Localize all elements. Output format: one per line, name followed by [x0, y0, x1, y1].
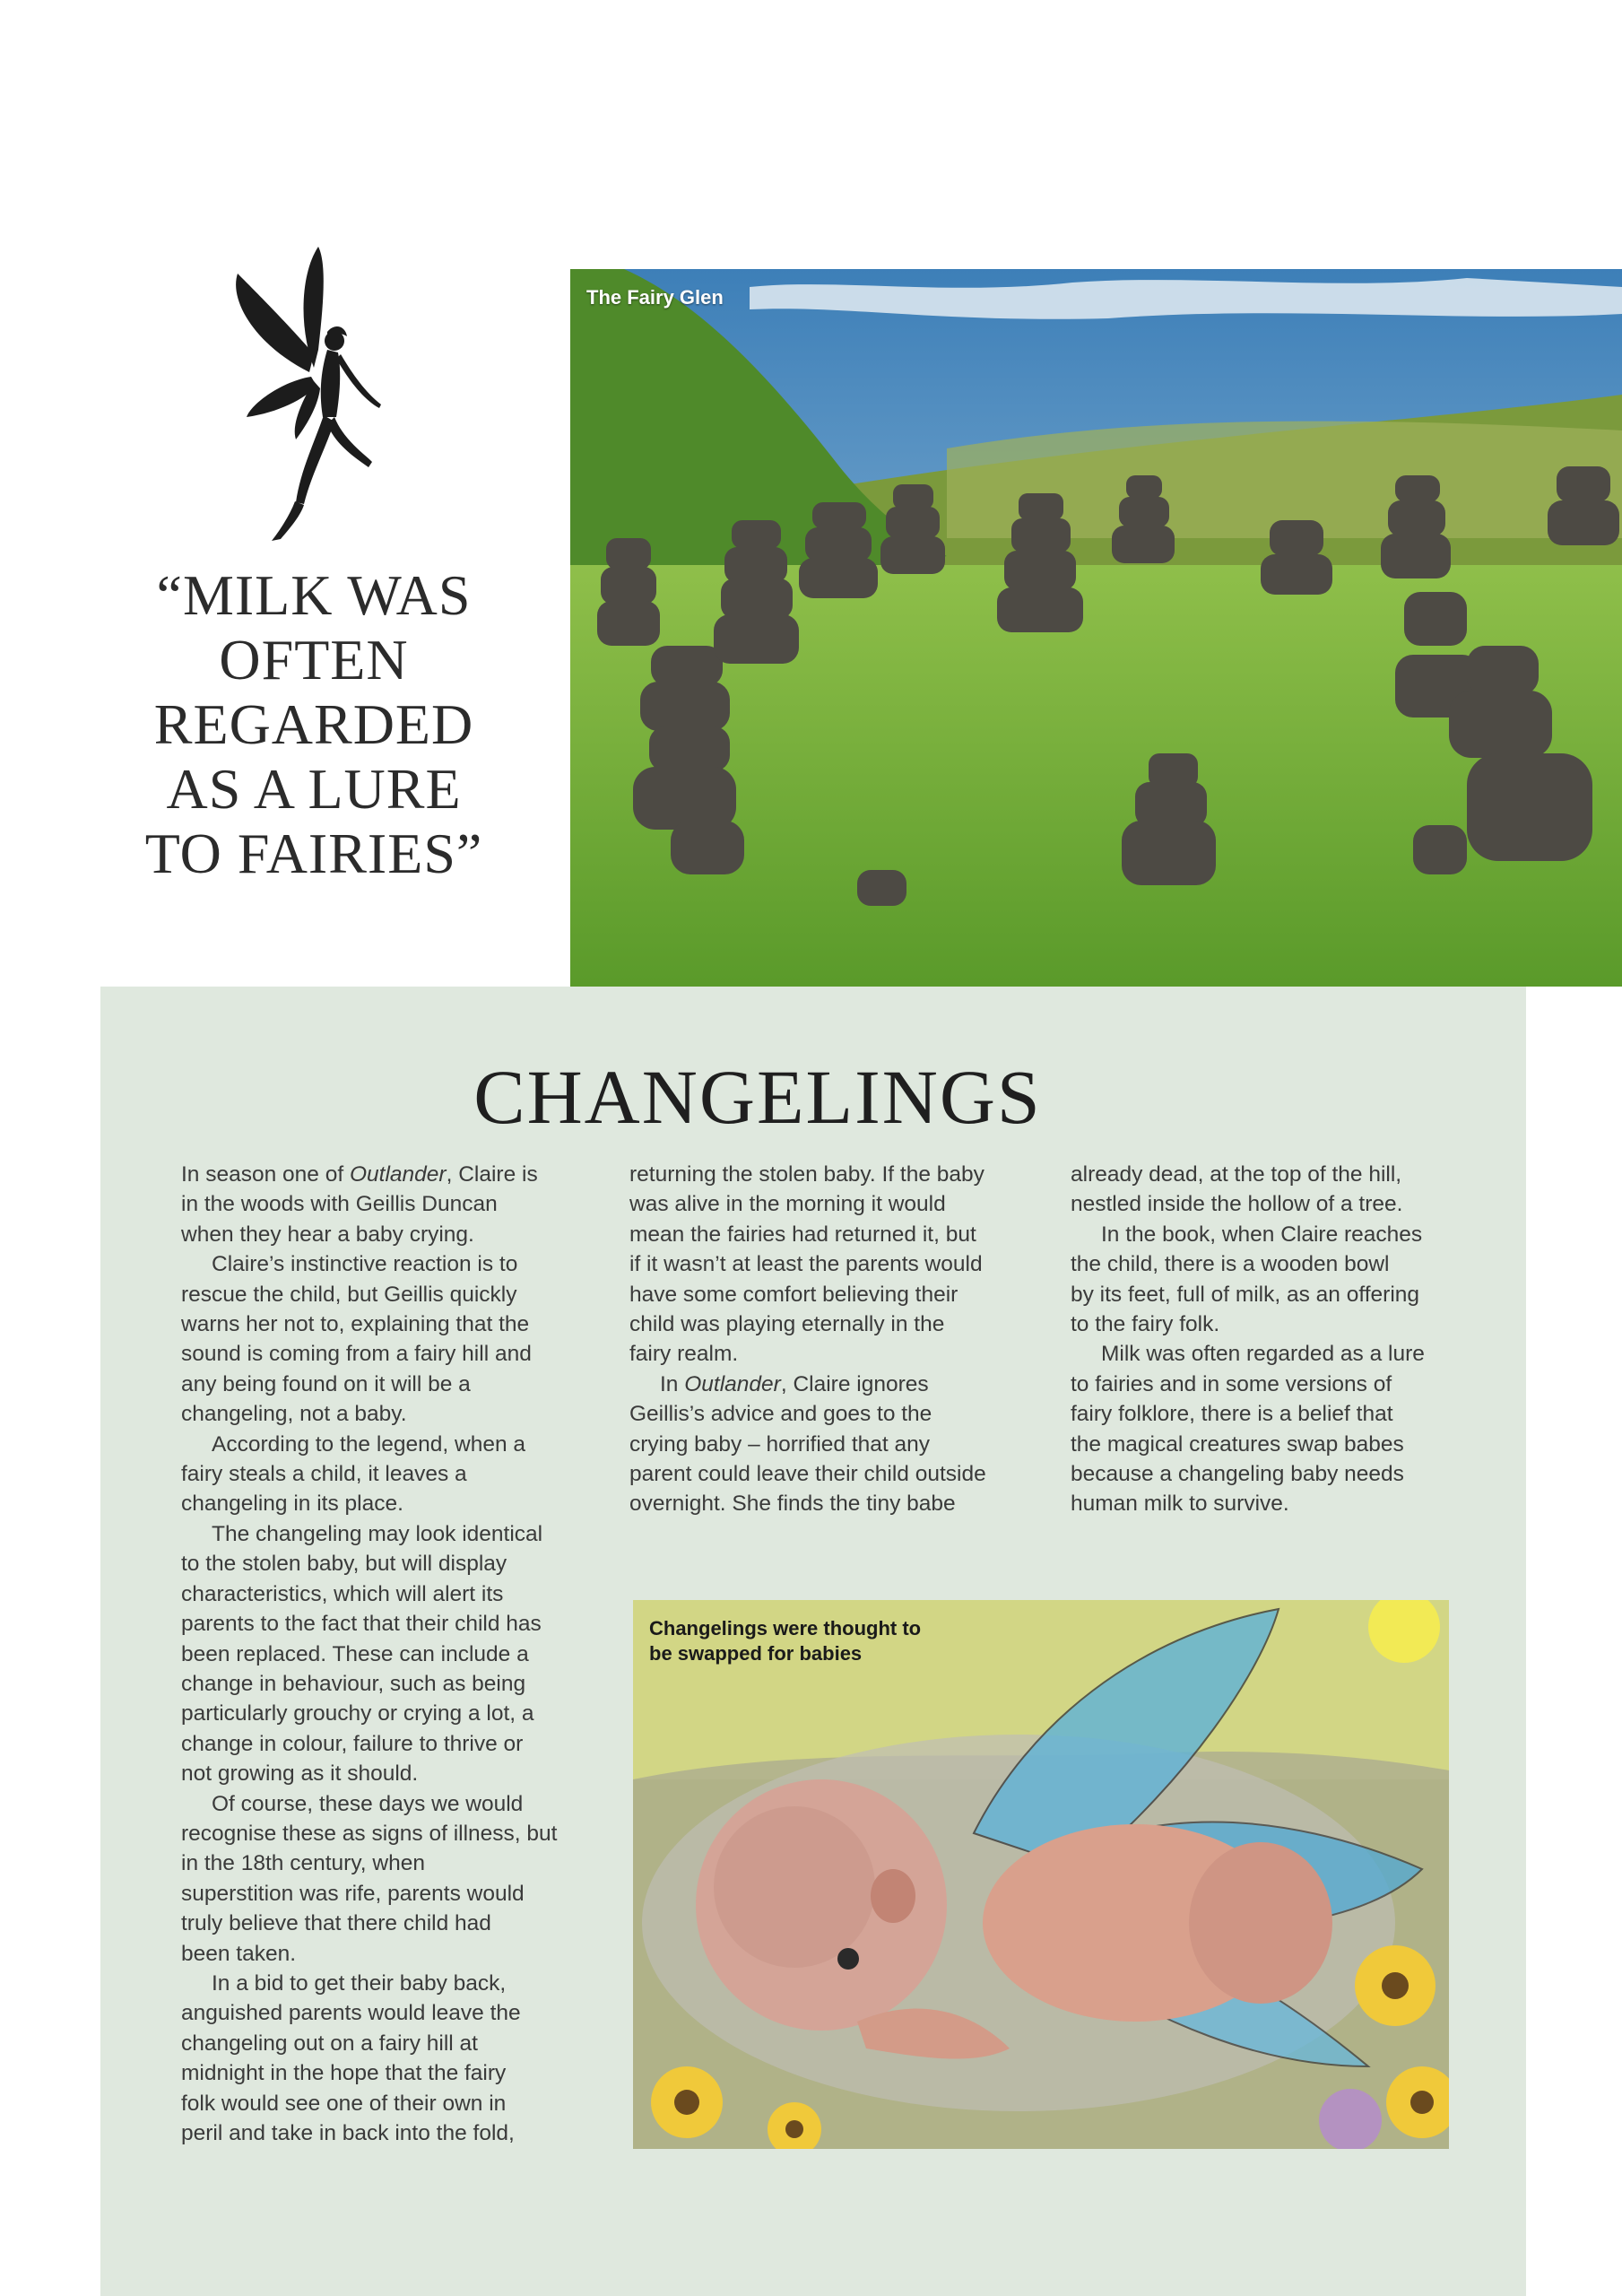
- paragraph: [181, 1519, 576, 1789]
- text-line: In season one of Outlander, Claire is: [181, 1162, 538, 1187]
- text-line: to the stolen baby, but will display: [181, 1552, 507, 1577]
- text-line: peril and take in back into the fold,: [181, 2121, 515, 2145]
- fairy-silhouette-icon: [229, 247, 395, 543]
- text-line: midnight in the hope that the fairy: [181, 2061, 507, 2086]
- text-line: returning the stolen baby. If the baby: [629, 1162, 984, 1187]
- text-line: to the fairy folk.: [1071, 1312, 1220, 1337]
- pull-quote-line: TO FAIRIES”: [144, 822, 483, 885]
- text-line: changeling in its place.: [181, 1492, 403, 1517]
- text-line: the magical creatures swap babes: [1071, 1431, 1404, 1457]
- text-line: change in behaviour, such as being: [181, 1671, 526, 1696]
- text-line: In a bid to get their baby back,: [212, 1970, 507, 1996]
- article-heading: CHANGELINGS: [473, 1054, 1042, 1140]
- text-line: overnight. She finds the tiny babe: [629, 1492, 956, 1517]
- text-line: rescue the child, but Geillis quickly: [181, 1282, 517, 1307]
- text-line: changeling out on a fairy hill at: [181, 2031, 478, 2056]
- text-line: Geillis’s advice and goes to the: [629, 1402, 932, 1427]
- paragraph: [1071, 1339, 1465, 1518]
- text-line: In the book, when Claire reaches: [1101, 1222, 1423, 1247]
- paragraph: [1071, 1160, 1465, 1220]
- text-line: folk would see one of their own in: [181, 2091, 507, 2116]
- text-line: any being found on it will be a: [181, 1371, 471, 1396]
- text-line: crying baby – horrified that any: [629, 1431, 931, 1457]
- text-line: in the 18th century, when: [181, 1851, 425, 1876]
- text-line: by its feet, full of milk, as an offering: [1071, 1282, 1420, 1307]
- text-line: if it wasn’t at least the parents would: [629, 1252, 983, 1277]
- text-line: Milk was often regarded as a lure: [1101, 1342, 1425, 1367]
- text-line: change in colour, failure to thrive or: [181, 1731, 524, 1756]
- text-line: truly believe that there child had: [181, 1911, 491, 1936]
- text-line: nestled inside the hollow of a tree.: [1071, 1192, 1403, 1217]
- text-line: changeling, not a baby.: [181, 1402, 407, 1427]
- text-line: The changeling may look identical: [212, 1521, 543, 1546]
- paragraph: [181, 1160, 576, 1249]
- text-line: superstition was rife, parents would: [181, 1881, 525, 1906]
- paragraph: [629, 1160, 1024, 1370]
- text-line: particularly grouchy or crying a lot, a: [181, 1701, 534, 1726]
- paragraph: [1071, 1220, 1465, 1340]
- text-line: the child, there is a wooden bowl: [1071, 1252, 1390, 1277]
- fairy-glen-photo: [570, 269, 1622, 987]
- illustration-caption: Changelings were thought to be swapped for babies: [649, 1617, 922, 1665]
- pull-quote-line: REGARDED: [153, 692, 474, 756]
- text-line: been replaced. These can include a: [181, 1641, 529, 1666]
- text-line: already dead, at the top of the hill,: [1071, 1162, 1402, 1187]
- pull-quote-line: “MILK WAS: [156, 563, 472, 627]
- changeling-illustration: [633, 1600, 1449, 2149]
- article-column-3: [1071, 1160, 1465, 1519]
- text-line: fairy steals a child, it leaves a: [181, 1462, 467, 1487]
- text-line: recognise these as signs of illness, but: [181, 1821, 558, 1846]
- pull-quote: [126, 563, 502, 886]
- text-line: human milk to survive.: [1071, 1492, 1289, 1517]
- text-line: have some comfort believing their: [629, 1282, 958, 1307]
- paragraph: [181, 1969, 576, 2148]
- paragraph: [181, 1789, 576, 1969]
- text-line: child was playing eternally in the: [629, 1312, 945, 1337]
- text-line: when they hear a baby crying.: [181, 1222, 474, 1247]
- pull-quote-line: AS A LURE: [166, 757, 462, 821]
- text-line: warns her not to, explaining that the: [181, 1312, 530, 1337]
- text-line: fairy realm.: [629, 1342, 739, 1367]
- article-column-2: [629, 1160, 1024, 1519]
- paragraph: [181, 1249, 576, 1429]
- text-line: fairy folklore, there is a belief that: [1071, 1402, 1393, 1427]
- text-line: In Outlander, Claire ignores: [660, 1371, 929, 1396]
- text-line: Claire’s instinctive reaction is to: [212, 1252, 518, 1277]
- photo-caption: The Fairy Glen: [586, 286, 724, 309]
- paragraph: [181, 1430, 576, 1519]
- text-line: been taken.: [181, 1941, 297, 1966]
- text-line: was alive in the morning it would: [629, 1192, 946, 1217]
- article-column-1: [181, 1160, 576, 2148]
- text-line: mean the fairies had returned it, but: [629, 1222, 976, 1247]
- text-line: because a changeling baby needs: [1071, 1462, 1404, 1487]
- text-line: to fairies and in some versions of: [1071, 1371, 1392, 1396]
- text-line: in the woods with Geillis Duncan: [181, 1192, 498, 1217]
- text-line: sound is coming from a fairy hill and: [181, 1342, 532, 1367]
- text-line: not growing as it should.: [181, 1761, 419, 1787]
- text-line: According to the legend, when a: [212, 1431, 526, 1457]
- text-line: parents to the fact that their child has: [181, 1612, 542, 1637]
- text-line: parent could leave their child outside: [629, 1462, 986, 1487]
- pull-quote-line: OFTEN: [219, 628, 409, 691]
- text-line: Of course, these days we would: [212, 1791, 524, 1816]
- text-line: anguished parents would leave the: [181, 2001, 521, 2026]
- paragraph: [629, 1370, 1024, 1519]
- text-line: characteristics, which will alert its: [181, 1581, 504, 1606]
